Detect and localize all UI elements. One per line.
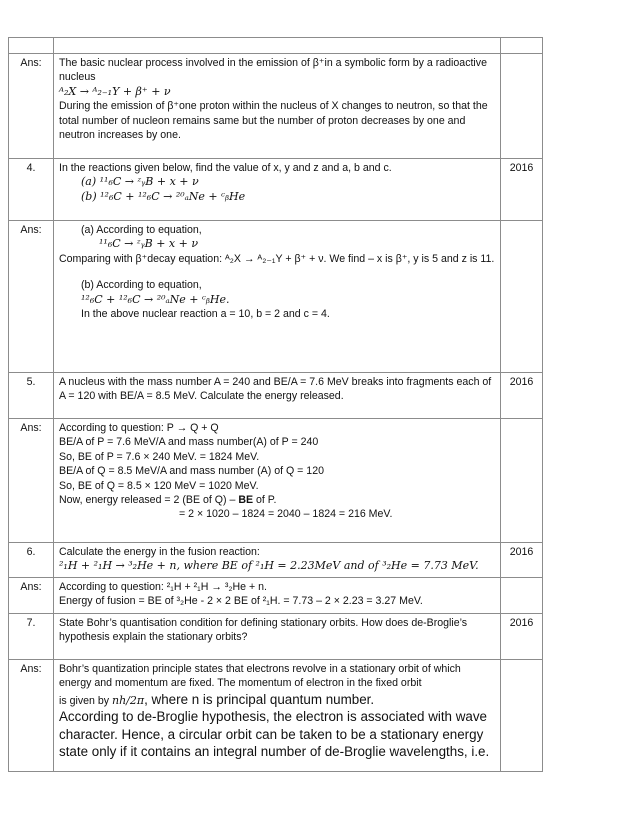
answer-text: So, BE of Q = 8.5 × 120 MeV = 1020 MeV.: [59, 479, 259, 492]
table-row-blank: [9, 38, 543, 54]
qa-table: [8, 37, 543, 772]
answer-cell: [54, 419, 501, 543]
row-label: Ans:: [9, 659, 54, 771]
equation: (b) ¹²₆C + ¹²₆C → ²⁰ₐNe + ᶜᵦHe: [81, 189, 246, 203]
equation: (a) ¹¹₆C → ᶻᵧB + x + ν: [81, 175, 199, 189]
answer-cell: [54, 577, 501, 613]
answer-text: In the above nuclear reaction a = 10, b = 2 and c = 4.: [81, 308, 330, 321]
answer-text: Comparing with β⁺decay equation: ᴬ₂X → ᴬ₂₋₁Y + β⁺ + ν. We find – x is β⁺, y is 5 and z is 11.: [59, 252, 495, 265]
answer-text: Now, energy released = 2 (BE of Q) – BE of P.: [59, 494, 277, 507]
answer-text: The basic nuclear process involved in the emission of β⁺in a symbolic form by a radioactive nucleus: [59, 57, 487, 84]
year-cell: 2016: [501, 159, 543, 221]
answer-text: During the emission of β⁺one proton within the nucleus of X changes to neutron, so that the total number of nucleon remains same but the number of proton decreases by one and neutron increases by one.: [59, 100, 488, 142]
answer-text: = 2 × 1020 – 1824 = 2040 – 1824 = 216 MeV.: [179, 508, 393, 521]
answer-text: BE/A of Q = 8.5 MeV/A and mass number (A) of Q = 120: [59, 465, 324, 478]
answer-cell: [54, 659, 501, 771]
question-number: 6.: [9, 543, 54, 578]
question-number: 5.: [9, 373, 54, 419]
equation: ¹²₆C + ¹²₆C → ²⁰ₐNe + ᶜᵦHe.: [81, 292, 230, 306]
question-cell: [54, 159, 501, 221]
year-cell: 2016: [501, 613, 543, 659]
answer-cell: [54, 54, 501, 159]
answer-text: (a) According to equation,: [81, 224, 202, 236]
question-text: A nucleus with the mass number A = 240 and BE/A = 7.6 MeV breaks into fragments each of A = 120 with BE/A = 8.5 MeV. Calculate the energy released.: [54, 373, 501, 419]
table-row: [9, 54, 543, 159]
equation: ¹¹₆C → ᶻᵧB + x + ν: [99, 237, 199, 251]
row-label: Ans:: [9, 419, 54, 543]
answer-text: BE/A of P = 7.6 MeV/A and mass number(A) of P = 240: [59, 436, 319, 449]
answer-text: According to de-Broglie hypothesis, the electron is associated with wave character. Hence, a circular orbit can be taken to be a stationary energy state only if it contains an integral number of de-Broglie wavelengths, i.e.: [59, 709, 490, 760]
table-row: [9, 221, 543, 373]
table-row: [9, 419, 543, 543]
question-text: State Bohr’s quantisation condition for defining stationary orbits. How does de-Broglie’s hypothesis explain the stationary orbits?: [54, 613, 501, 659]
question-number: 4.: [9, 159, 54, 221]
table-row: [9, 373, 543, 419]
fraction: nh/2π: [112, 693, 145, 707]
answer-text: Bohr’s quantization principle states that electrons revolve in a stationary orbit of which energy and momentum are fixed. The momentum of electron in the fixed orbit: [59, 662, 461, 690]
question-cell: [54, 543, 501, 578]
question-number: 7.: [9, 613, 54, 659]
answer-cell: [54, 221, 501, 373]
table-row: [9, 543, 543, 578]
row-label: Ans:: [9, 221, 54, 373]
year-cell: 2016: [501, 373, 543, 419]
equation: ᴬ₂X → ᴬ₂₋₁Y + β⁺ + ν: [59, 84, 171, 98]
answer-text: is given by nh/2π, where n is principal quantum number.: [59, 691, 375, 707]
answer-text: (b) According to equation,: [81, 279, 202, 292]
answer-text: So, BE of P = 7.6 × 240 MeV. = 1824 MeV.: [59, 450, 260, 463]
answer-text: Energy of fusion = BE of ³₂He - 2 × 2 BE of ²₁H. = 7.73 – 2 × 2.23 = 3.27 MeV.: [59, 595, 423, 608]
table-row: [9, 159, 543, 221]
year-cell: 2016: [501, 543, 543, 578]
answer-text: According to question: ²₁H + ²₁H → ³₂He + n.: [59, 580, 267, 593]
row-label: Ans:: [9, 54, 54, 159]
equation: ²₁H + ²₁H → ³₂He + n, where BE of ²₁H = 2.23MeV and of ³₂He = 7.73 MeV.: [59, 559, 479, 573]
question-text: In the reactions given below, find the value of x, y and z and a, b and c.: [59, 162, 392, 174]
question-text: Calculate the energy in the fusion reaction:: [59, 546, 260, 558]
table-row: [9, 613, 543, 659]
table-row: [9, 659, 543, 771]
table-row: [9, 577, 543, 613]
row-label: Ans:: [9, 577, 54, 613]
answer-text: According to question: P → Q + Q: [59, 422, 219, 434]
